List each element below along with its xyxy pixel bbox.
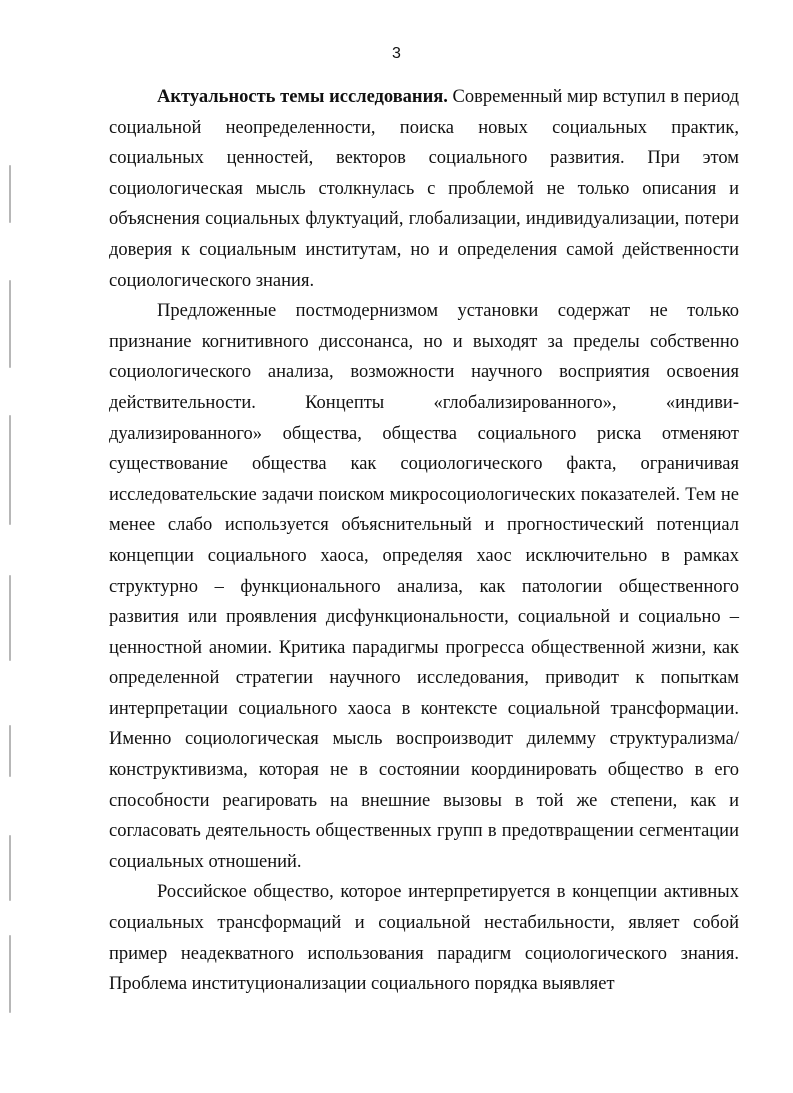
- paragraph-lead: Актуальность темы исследования.: [157, 87, 448, 107]
- paragraph-text: Предложенные постмодернизмом установки содержат не только признание когнитивного диссонанса, но и выходят за пределы собственно социологического анализа, возможности научного восприятия освоения действительности. Концепты «глобализированного», «индиви-дуализированного» общества, общества социального риска отменяют существование общества как социологического факта, ограничивая исследовательские задачи поиском микросоциологических показателей. Тем не менее слабо используется объяснительный и прогностический потенциал концепции социального хаоса, определяя хаос исключительно в рамках структурно – функционального анализа, как патологии общественного развития или проявления дисфункциональности, социальной и социально – ценностной аномии. Критика парадигмы прогресса общественной жизни, как определенной стратегии научного исследования, приводит к попыткам интерпретации социального хаоса в контексте социальной трансформации. Именно социологическая мысль воспроизводит дилемму структурализма/конструктивизма, которая не в состоянии координировать общество в его способности реагировать на внешние вызовы в той же степени, как и согласовать деятельность общественных групп в предотвращении сегментации социальных отношений.: [109, 301, 739, 872]
- paragraph-text: Российское общество, которое интерпретируется в концепции активных социальных трансформаций и социальной нестабильности, являет собой пример неадекватного использования парадигм социологического знания. Проблема институционализации социального порядка выявляет: [109, 882, 739, 995]
- page-number: 3: [392, 45, 401, 62]
- document-body: [109, 82, 739, 1000]
- paragraph-russian-society: [109, 877, 739, 999]
- paragraph-postmodernism: [109, 296, 739, 877]
- paragraph-relevance: [109, 82, 739, 296]
- scan-margin-artifacts: [3, 145, 21, 1025]
- paragraph-text: Современный мир вступил в период социальной неопределенности, поиска новых социальных практик, социальных ценностей, векторов социального развития. При этом социологическая мысль столкнулась с проблемой не только описания и объяснения социальных флуктуаций, глобализации, индивидуализации, потери доверия к социальным институтам, но и определения самой действенности социологического знания.: [109, 87, 740, 291]
